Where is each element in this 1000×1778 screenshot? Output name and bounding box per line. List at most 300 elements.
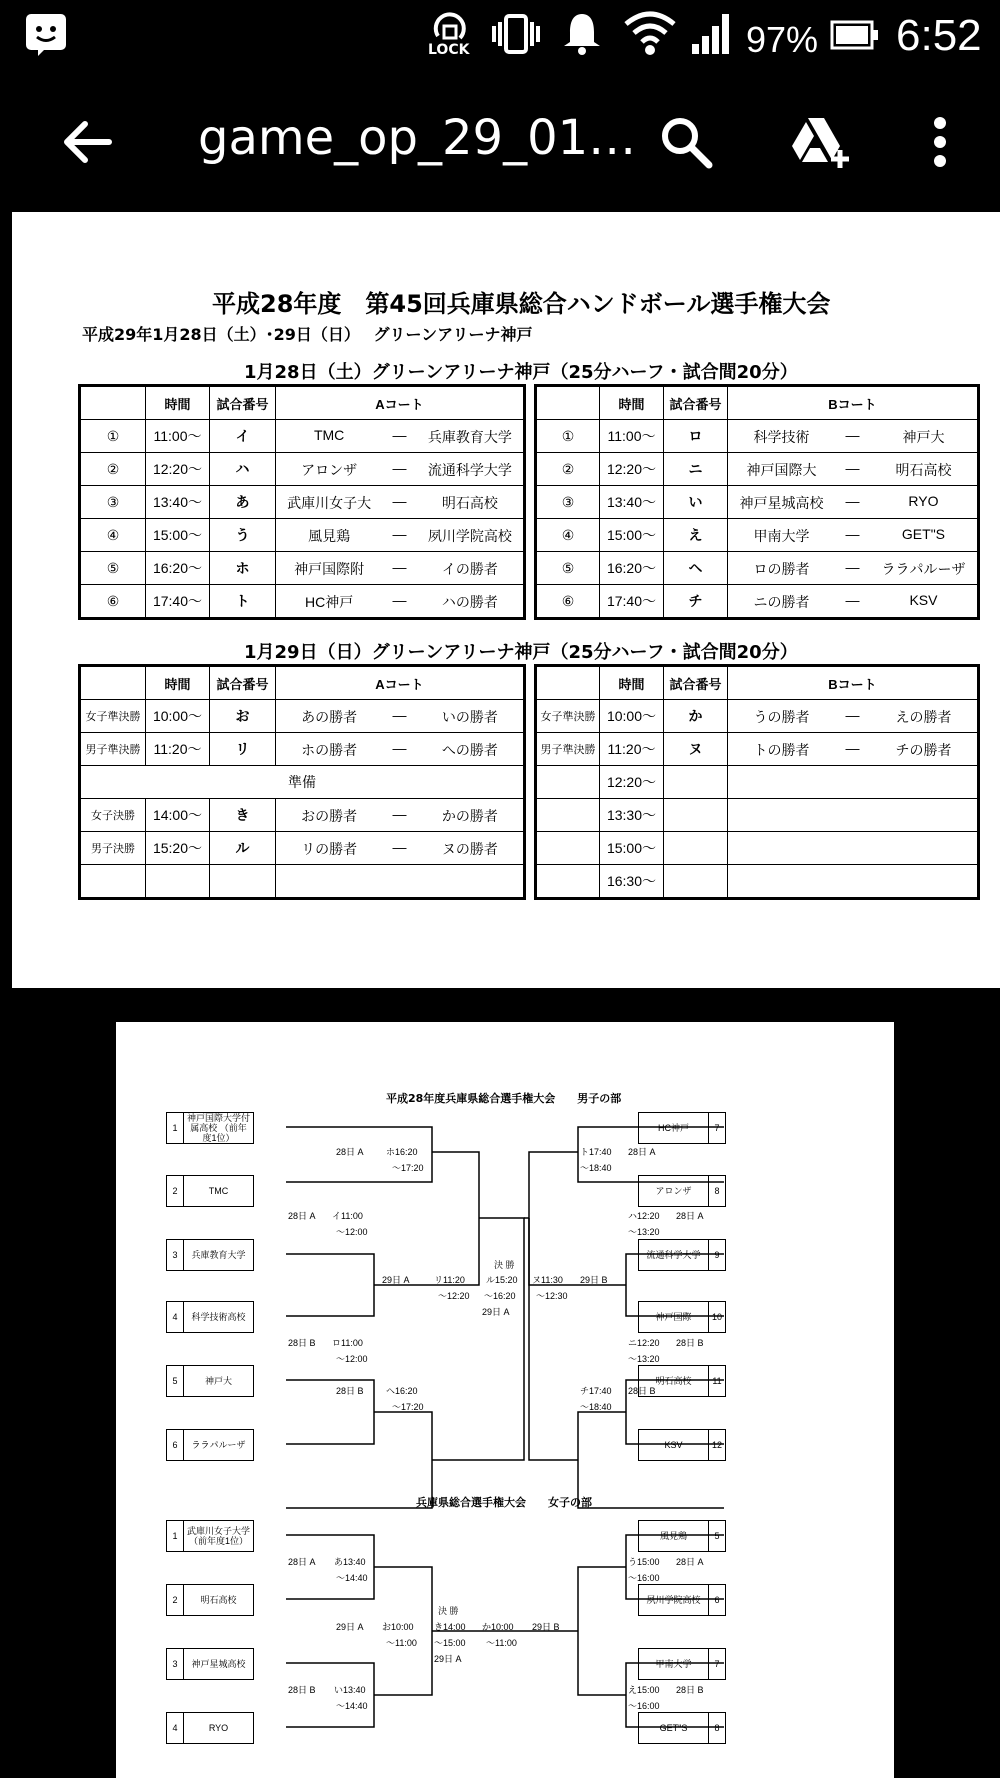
header-court: Bコート bbox=[728, 386, 979, 420]
match-time: ニ12:20 bbox=[628, 1338, 660, 1348]
schedule-row bbox=[536, 453, 979, 486]
row-label: 男子決勝 bbox=[80, 832, 146, 865]
match-time: か10:00 bbox=[482, 1622, 514, 1632]
schedule-row bbox=[536, 832, 979, 865]
team-name: 神戸大 bbox=[204, 1376, 232, 1386]
team-name: 明石高校 bbox=[655, 1376, 692, 1386]
row-match-code: か bbox=[664, 700, 728, 733]
team-2: RYO bbox=[908, 493, 939, 509]
team-box bbox=[166, 1648, 254, 1680]
match-day: 29日 A bbox=[382, 1275, 410, 1285]
row-match-code bbox=[664, 799, 728, 832]
versus-dash: — bbox=[845, 526, 860, 542]
row-matchup bbox=[728, 420, 979, 453]
team-box bbox=[638, 1175, 726, 1207]
schedule-row bbox=[536, 799, 979, 832]
seed-number: 4 bbox=[167, 1302, 184, 1332]
match-day: 28日 A bbox=[676, 1557, 704, 1567]
row-match-code: あ bbox=[210, 486, 276, 519]
seed-number: 3 bbox=[167, 1649, 184, 1679]
seed-number: 7 bbox=[708, 1649, 725, 1679]
row-label: ① bbox=[80, 420, 146, 453]
row-match-code: え bbox=[664, 519, 728, 552]
row-matchup bbox=[728, 733, 979, 766]
row-matchup bbox=[728, 585, 979, 619]
row-match-code: う bbox=[210, 519, 276, 552]
match-time: ト17:40 bbox=[580, 1147, 612, 1157]
seed-number: 6 bbox=[167, 1430, 184, 1460]
team-box bbox=[638, 1301, 726, 1333]
schedule-row bbox=[536, 733, 979, 766]
alarm-bell-icon bbox=[560, 10, 604, 60]
team-box bbox=[166, 1301, 254, 1333]
seed-number: 9 bbox=[708, 1240, 725, 1270]
add-to-drive-icon bbox=[788, 114, 852, 170]
team-1: トの勝者 bbox=[753, 742, 810, 758]
schedule-row bbox=[536, 552, 979, 585]
match-day: 28日 A bbox=[288, 1211, 316, 1221]
match-end: ～12:00 bbox=[336, 1354, 368, 1364]
schedule-row bbox=[80, 733, 525, 766]
team-1: 科学技術 bbox=[753, 429, 810, 445]
team-2: 兵庫教育大学 bbox=[427, 429, 512, 445]
table-header bbox=[80, 386, 525, 420]
row-match-code: チ bbox=[664, 585, 728, 619]
match-end: ～12:00 bbox=[336, 1227, 368, 1237]
match-time: ハ12:20 bbox=[628, 1211, 660, 1221]
team-box bbox=[638, 1712, 726, 1744]
schedule-row bbox=[80, 420, 525, 453]
row-time: 16:20～ bbox=[146, 552, 210, 585]
row-matchup bbox=[276, 486, 525, 519]
match-time: お10:00 bbox=[382, 1622, 414, 1632]
day2-b-court-table bbox=[534, 664, 980, 900]
team-1: 甲南大学 bbox=[753, 528, 810, 544]
row-time: 10:00～ bbox=[146, 700, 210, 733]
match-day: 28日 A bbox=[288, 1557, 316, 1567]
row-matchup bbox=[276, 420, 525, 453]
status-bar bbox=[0, 0, 1000, 72]
rotation-lock-icon bbox=[428, 8, 474, 66]
header-court: Bコート bbox=[728, 666, 979, 700]
versus-dash: — bbox=[845, 592, 860, 608]
team-1: リの勝者 bbox=[301, 841, 358, 857]
schedule-subtitle: 平成29年1月28日（土）･29日（日） グリーンアリーナ神戸 bbox=[82, 325, 533, 344]
row-matchup bbox=[728, 453, 979, 486]
header-match-no: 試合番号 bbox=[664, 666, 728, 700]
day2-a-court-table bbox=[78, 664, 526, 900]
match-time: ヘ16:20 bbox=[386, 1386, 418, 1396]
match-time: チ17:40 bbox=[580, 1386, 612, 1396]
more-vert-icon bbox=[930, 115, 950, 169]
notification-app-icon bbox=[24, 12, 68, 60]
row-match-code: リ bbox=[210, 733, 276, 766]
schedule-row bbox=[80, 486, 525, 519]
versus-dash: — bbox=[845, 427, 860, 443]
row-label: ⑤ bbox=[80, 552, 146, 585]
seed-number: 1 bbox=[167, 1113, 184, 1143]
match-end: ～11:00 bbox=[486, 1638, 517, 1648]
team-1: TMC bbox=[313, 427, 345, 443]
team-2: いの勝者 bbox=[441, 709, 498, 725]
final-end: ～15:00 bbox=[434, 1638, 466, 1648]
match-end: ～14:40 bbox=[336, 1701, 368, 1711]
team-box bbox=[638, 1429, 726, 1461]
versus-dash: — bbox=[392, 460, 407, 476]
team-1: うの勝者 bbox=[753, 709, 810, 725]
team-1: 神戸国際附 bbox=[294, 561, 365, 577]
seed-number: 5 bbox=[167, 1366, 184, 1396]
document-title: game_op_29_01… bbox=[198, 110, 637, 166]
match-time: リ11:20 bbox=[434, 1275, 465, 1285]
row-match-code: ヌ bbox=[664, 733, 728, 766]
team-1: ホの勝者 bbox=[301, 742, 358, 758]
versus-dash: — bbox=[392, 707, 407, 723]
seed-number: 1 bbox=[167, 1521, 184, 1551]
row-match-code bbox=[664, 766, 728, 799]
battery-percent: 97% bbox=[746, 19, 819, 60]
row-match-code: ハ bbox=[210, 453, 276, 486]
header-match-no: 試合番号 bbox=[664, 386, 728, 420]
row-label bbox=[536, 832, 600, 865]
team-name: 兵庫教育大学 bbox=[191, 1250, 246, 1260]
team-name: ララパルーザ bbox=[191, 1440, 246, 1450]
team-1: 武庫川女子大 bbox=[287, 495, 372, 511]
team-box bbox=[638, 1520, 726, 1552]
team-box bbox=[638, 1648, 726, 1680]
team-name: 夙川学院高校 bbox=[646, 1595, 701, 1605]
row-label: ① bbox=[536, 420, 600, 453]
header-time: 時間 bbox=[146, 666, 210, 700]
versus-dash: — bbox=[392, 559, 407, 575]
row-matchup bbox=[276, 799, 525, 832]
team-name: 神戸星城高校 bbox=[191, 1659, 246, 1669]
row-matchup bbox=[728, 486, 979, 519]
prep-row bbox=[80, 766, 525, 799]
header-cell bbox=[536, 386, 600, 420]
header-cell bbox=[536, 666, 600, 700]
battery-icon bbox=[830, 20, 880, 54]
schedule-row bbox=[80, 552, 525, 585]
match-day: 28日 A bbox=[336, 1147, 364, 1157]
row-match-code: ホ bbox=[210, 552, 276, 585]
team-1: アロンザ bbox=[301, 462, 358, 478]
match-time: ヌ11:30 bbox=[532, 1275, 563, 1285]
pdf-page-bracket bbox=[116, 1022, 894, 1778]
match-end: ～14:40 bbox=[336, 1573, 368, 1583]
seed-number: 6 bbox=[708, 1585, 725, 1615]
schedule-row bbox=[80, 519, 525, 552]
row-time: 12:20～ bbox=[600, 453, 664, 486]
team-1: HC神戸 bbox=[304, 594, 354, 610]
match-day: 28日 B bbox=[336, 1386, 364, 1396]
match-end: ～12:20 bbox=[438, 1291, 470, 1301]
team-1: 神戸星城高校 bbox=[739, 495, 824, 511]
schedule-row bbox=[80, 799, 525, 832]
row-match-code: ロ bbox=[664, 420, 728, 453]
final-time: き14:00 bbox=[434, 1622, 466, 1632]
row-label: ③ bbox=[536, 486, 600, 519]
team-name: 神戸国際 bbox=[655, 1312, 692, 1322]
row-time: 15:20～ bbox=[146, 832, 210, 865]
header-time: 時間 bbox=[600, 386, 664, 420]
back-button[interactable] bbox=[48, 102, 128, 182]
match-time: ロ11:00 bbox=[332, 1338, 363, 1348]
row-label: ④ bbox=[536, 519, 600, 552]
row-match-code bbox=[664, 865, 728, 899]
schedule-row bbox=[536, 486, 979, 519]
schedule-row bbox=[80, 585, 525, 619]
team-box bbox=[166, 1584, 254, 1616]
seed-number: 8 bbox=[708, 1713, 725, 1743]
team-2: 神戸大 bbox=[902, 429, 945, 445]
versus-dash: — bbox=[392, 806, 407, 822]
row-match-code: き bbox=[210, 799, 276, 832]
team-name: TMC bbox=[208, 1186, 229, 1196]
lock-label: LOCK bbox=[428, 42, 470, 58]
match-time: い13:40 bbox=[334, 1685, 366, 1695]
row-matchup bbox=[728, 552, 979, 585]
versus-dash: — bbox=[392, 526, 407, 542]
versus-dash: — bbox=[392, 740, 407, 756]
match-time: え15:00 bbox=[628, 1685, 660, 1695]
row-label bbox=[536, 799, 600, 832]
match-end: ～17:20 bbox=[392, 1402, 424, 1412]
row-matchup bbox=[276, 453, 525, 486]
team-name: 流通科学大学 bbox=[646, 1250, 701, 1260]
team-name: 風見鶏 bbox=[659, 1531, 687, 1541]
signal-icon bbox=[690, 12, 734, 60]
match-day: 29日 A bbox=[336, 1622, 364, 1632]
row-matchup bbox=[276, 832, 525, 865]
versus-dash: — bbox=[845, 493, 860, 509]
team-1: おの勝者 bbox=[301, 808, 358, 824]
team-1: 風見鶏 bbox=[308, 528, 351, 544]
match-day: 28日 B bbox=[288, 1338, 316, 1348]
versus-dash: — bbox=[392, 592, 407, 608]
team-2: 明石高校 bbox=[441, 495, 498, 511]
match-time: イ11:00 bbox=[332, 1211, 363, 1221]
row-label bbox=[536, 766, 600, 799]
versus-dash: — bbox=[392, 493, 407, 509]
team-box bbox=[166, 1429, 254, 1461]
schedule-row bbox=[80, 700, 525, 733]
match-end: ～17:20 bbox=[392, 1163, 424, 1173]
row-time: 11:00～ bbox=[600, 420, 664, 453]
seed-number: 2 bbox=[167, 1176, 184, 1206]
row-label bbox=[536, 865, 600, 899]
schedule-row bbox=[80, 453, 525, 486]
row-time: 16:30～ bbox=[600, 865, 664, 899]
header-match-no: 試合番号 bbox=[210, 386, 276, 420]
match-end: ～16:00 bbox=[628, 1573, 660, 1583]
row-time: 12:20～ bbox=[600, 766, 664, 799]
team-name: 明石高校 bbox=[200, 1595, 237, 1605]
row-label: 女子準決勝 bbox=[80, 700, 146, 733]
day1-a-court-table bbox=[78, 384, 526, 620]
schedule-row bbox=[536, 700, 979, 733]
match-end: ～16:00 bbox=[628, 1701, 660, 1711]
team-2: への勝者 bbox=[441, 742, 498, 758]
row-matchup bbox=[728, 832, 979, 865]
row-label: 女子準決勝 bbox=[536, 700, 600, 733]
versus-dash: — bbox=[392, 839, 407, 855]
team-1: ニの勝者 bbox=[753, 594, 810, 610]
row-time: 15:00～ bbox=[600, 519, 664, 552]
team-name: 神戸国際大学付属高校 （前年度1位） bbox=[186, 1113, 250, 1143]
row-time: 16:20～ bbox=[600, 552, 664, 585]
schedule-row bbox=[536, 865, 979, 899]
match-end: ～13:20 bbox=[628, 1354, 660, 1364]
team-1: あの勝者 bbox=[301, 709, 358, 725]
empty-row bbox=[80, 865, 525, 899]
header-cell bbox=[80, 666, 146, 700]
header-court: Aコート bbox=[276, 386, 525, 420]
more-options-button[interactable] bbox=[900, 102, 980, 182]
header-time: 時間 bbox=[600, 666, 664, 700]
row-time: 15:00～ bbox=[600, 832, 664, 865]
match-day: 28日 B bbox=[676, 1685, 704, 1695]
row-matchup bbox=[728, 519, 979, 552]
clock: 6:52 bbox=[896, 11, 982, 60]
day2-heading: 1月29日（日）グリーンアリーナ神戸（25分ハーフ・試合間20分） bbox=[244, 642, 798, 663]
seed-number: 3 bbox=[167, 1240, 184, 1270]
team-name: 武庫川女子大学 （前年度1位） bbox=[186, 1526, 250, 1546]
seed-number: 8 bbox=[708, 1176, 725, 1206]
row-match-code: イ bbox=[210, 420, 276, 453]
seed-number: 7 bbox=[708, 1113, 725, 1143]
row-matchup bbox=[276, 519, 525, 552]
schedule-row bbox=[536, 420, 979, 453]
match-time: ホ16:20 bbox=[386, 1147, 418, 1157]
vibrate-icon bbox=[490, 12, 542, 60]
row-label: ⑥ bbox=[80, 585, 146, 619]
match-time: う15:00 bbox=[628, 1557, 660, 1567]
row-matchup bbox=[276, 552, 525, 585]
team-name: GET"S bbox=[659, 1723, 688, 1733]
seed-number: 2 bbox=[167, 1585, 184, 1615]
team-name: 科学技術高校 bbox=[191, 1312, 246, 1322]
row-label: ② bbox=[80, 453, 146, 486]
team-2: 夙川学院高校 bbox=[427, 528, 512, 544]
team-name: 甲南大学 bbox=[655, 1659, 692, 1669]
versus-dash: — bbox=[845, 460, 860, 476]
row-matchup bbox=[728, 799, 979, 832]
match-end: ～12:30 bbox=[536, 1291, 568, 1301]
women-bracket-title: 兵庫県総合選手権大会 女子の部 bbox=[416, 1496, 592, 1509]
row-time: 12:20～ bbox=[146, 453, 210, 486]
row-time: 17:40～ bbox=[600, 585, 664, 619]
team-2: GET"S bbox=[901, 526, 946, 542]
row-matchup bbox=[276, 585, 525, 619]
table-header bbox=[536, 666, 979, 700]
seed-number: 10 bbox=[708, 1302, 725, 1332]
final-label: 決 勝 bbox=[494, 1260, 515, 1270]
team-1: ロの勝者 bbox=[753, 561, 810, 577]
row-time: 13:40～ bbox=[600, 486, 664, 519]
schedule-row bbox=[536, 519, 979, 552]
team-box bbox=[638, 1584, 726, 1616]
row-matchup bbox=[276, 733, 525, 766]
team-2: かの勝者 bbox=[441, 808, 498, 824]
row-time: 15:00～ bbox=[146, 519, 210, 552]
seed-number: 4 bbox=[167, 1713, 184, 1743]
row-time: 13:30～ bbox=[600, 799, 664, 832]
team-box bbox=[638, 1239, 726, 1271]
final-time: ル15:20 bbox=[486, 1275, 518, 1285]
team-box bbox=[166, 1365, 254, 1397]
team-box bbox=[166, 1175, 254, 1207]
team-box bbox=[166, 1239, 254, 1271]
row-match-code: ト bbox=[210, 585, 276, 619]
match-day: 28日 A bbox=[628, 1147, 656, 1157]
final-day: 29日 A bbox=[482, 1307, 510, 1317]
team-2: チの勝者 bbox=[895, 742, 952, 758]
table-header bbox=[536, 386, 979, 420]
match-day: 28日 B bbox=[628, 1386, 656, 1396]
team-2: 流通科学大学 bbox=[427, 462, 512, 478]
day1-b-court-table bbox=[534, 384, 980, 620]
team-name: KSV bbox=[664, 1440, 683, 1450]
match-day: 28日 B bbox=[288, 1685, 316, 1695]
versus-dash: — bbox=[392, 427, 407, 443]
table-header bbox=[80, 666, 525, 700]
match-end: ～18:40 bbox=[580, 1402, 612, 1412]
team-box bbox=[166, 1112, 254, 1144]
row-match-code: ヘ bbox=[664, 552, 728, 585]
add-to-drive-button[interactable] bbox=[780, 102, 860, 182]
men-bracket-title: 平成28年度兵庫県総合選手権大会 男子の部 bbox=[386, 1092, 622, 1105]
seed-number: 11 bbox=[708, 1366, 725, 1396]
row-label: 男子準決勝 bbox=[80, 733, 146, 766]
seed-number: 12 bbox=[708, 1430, 725, 1460]
wifi-icon bbox=[622, 10, 678, 60]
search-button[interactable] bbox=[646, 102, 726, 182]
row-time: 17:40～ bbox=[146, 585, 210, 619]
team-name: RYO bbox=[208, 1723, 229, 1733]
row-matchup bbox=[728, 700, 979, 733]
row-time: 14:00～ bbox=[146, 799, 210, 832]
row-match-code: い bbox=[664, 486, 728, 519]
match-day: 28日 A bbox=[676, 1211, 704, 1221]
schedule-row bbox=[536, 585, 979, 619]
final-day: 29日 A bbox=[434, 1654, 462, 1664]
row-label: 男子準決勝 bbox=[536, 733, 600, 766]
row-time: 11:00～ bbox=[146, 420, 210, 453]
versus-dash: — bbox=[845, 707, 860, 723]
final-end: ～16:20 bbox=[484, 1291, 516, 1301]
team-name: HC神戸 bbox=[658, 1123, 689, 1133]
app-bar bbox=[0, 72, 1000, 212]
team-2: 明石高校 bbox=[895, 462, 952, 478]
schedule-title: 平成28年度 第45回兵庫県総合ハンドボール選手権大会 bbox=[212, 290, 831, 318]
team-box bbox=[638, 1112, 726, 1144]
row-time: 10:00～ bbox=[600, 700, 664, 733]
team-2: ハの勝者 bbox=[441, 594, 498, 610]
prep-label: 準備 bbox=[80, 766, 525, 799]
header-court: Aコート bbox=[276, 666, 525, 700]
team-2: えの勝者 bbox=[895, 709, 952, 725]
team-2: ララパルーザ bbox=[881, 561, 966, 577]
seed-number: 5 bbox=[708, 1521, 725, 1551]
day1-heading: 1月28日（土）グリーンアリーナ神戸（25分ハーフ・試合間20分） bbox=[244, 362, 798, 383]
back-arrow-icon bbox=[63, 120, 113, 164]
schedule-row bbox=[80, 832, 525, 865]
row-time: 11:20～ bbox=[600, 733, 664, 766]
row-time: 11:20～ bbox=[146, 733, 210, 766]
team-name: アロンザ bbox=[655, 1186, 692, 1196]
search-icon bbox=[659, 115, 713, 169]
